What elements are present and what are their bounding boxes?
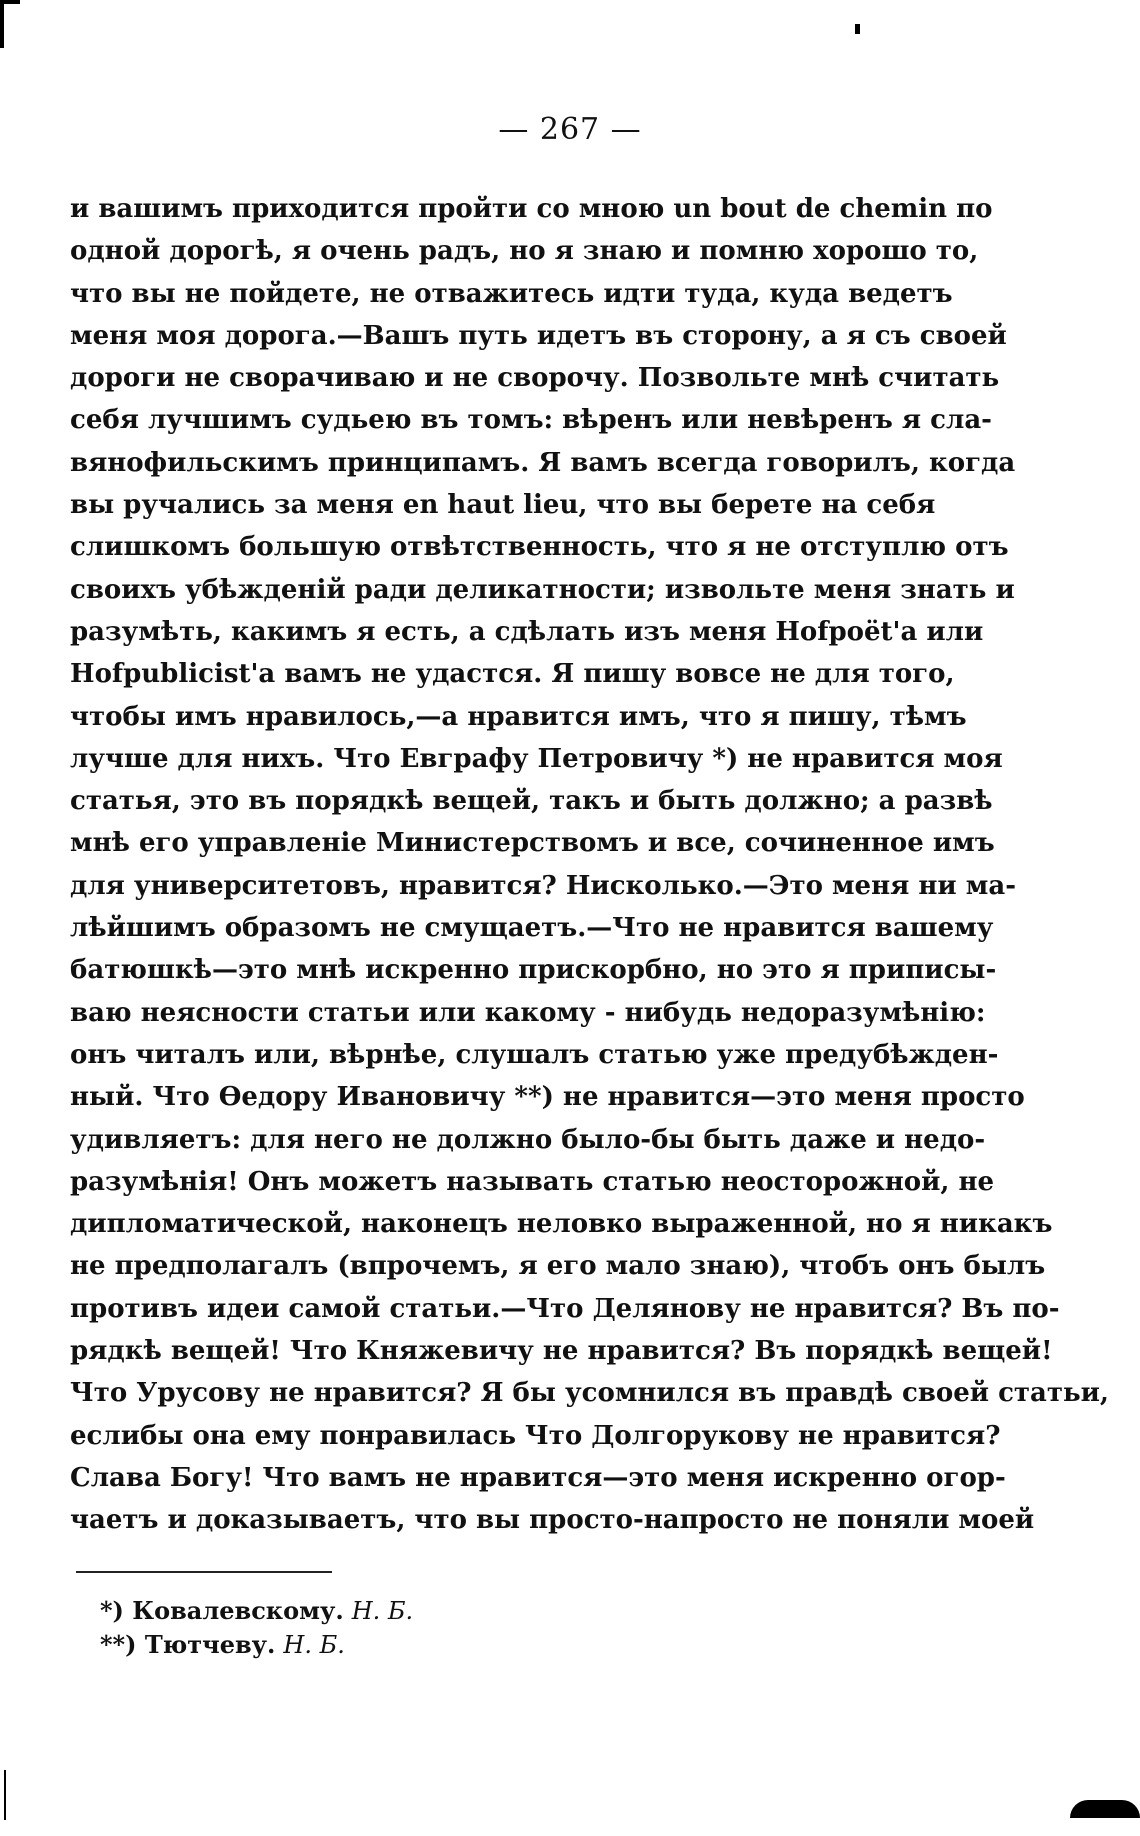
footnote bbox=[100, 1628, 700, 1662]
footnote-text: **) Тютчеву. bbox=[100, 1630, 276, 1659]
text-line: чтобы имъ нравилось,—а нравится имъ, что я пишу, тѣмъ bbox=[70, 701, 967, 732]
text-line: еслибы она ему понравилась Что Долгорукову не нравится? bbox=[70, 1420, 1001, 1451]
text-line: дипломатической, наконецъ неловко выраженной, но я никакъ bbox=[70, 1209, 1053, 1240]
text-line: статья, это въ порядкѣ вещей, такъ и быть должно; а развѣ bbox=[70, 786, 993, 817]
text-line: батюшкѣ—это мнѣ искренно прискорбно, но это я приписы- bbox=[70, 955, 997, 986]
text-line: своихъ убѣжденій ради деликатности; извольте меня знать и bbox=[70, 574, 1015, 605]
footnote-text: *) Ковалевскому. bbox=[100, 1596, 344, 1625]
text-line: что вы не пойдете, не отважитесь идти туда, куда ведетъ bbox=[70, 278, 953, 309]
footnote-separator bbox=[76, 1571, 332, 1573]
footnote-signature: Н. Б. bbox=[283, 1631, 345, 1659]
text-line: Что Урусову не нравится? Я бы усомнился въ правдѣ своей статьи, bbox=[70, 1378, 1109, 1409]
text-line: себя лучшимъ судьею въ томъ: вѣренъ или невѣренъ я сла- bbox=[70, 405, 992, 436]
scan-speck bbox=[855, 24, 860, 34]
text-line: не предполагалъ (впрочемъ, я его мало знаю), чтобъ онъ былъ bbox=[70, 1251, 1046, 1282]
text-line: онъ читалъ или, вѣрнѣе, слушалъ статью уже предубѣжден- bbox=[70, 1039, 999, 1070]
text-line: Слава Богу! Что вамъ не нравится—это меня искренно огор- bbox=[70, 1462, 1006, 1493]
text-line: разумѣть, какимъ я есть, а сдѣлать изъ меня Hofpoët'а или bbox=[70, 616, 984, 647]
footnote-signature: Н. Б. bbox=[351, 1597, 414, 1625]
text-line: дороги не сворачиваю и не сворочу. Позвольте мнѣ считать bbox=[70, 363, 1000, 394]
page-number: — 267 — bbox=[498, 112, 642, 147]
text-line: разумѣнія! Онъ можетъ называть статью неосторожной, не bbox=[70, 1166, 995, 1197]
scan-corner-blot bbox=[1070, 1800, 1140, 1818]
text-line: противъ идеи самой статьи.—Что Делянову не нравится? Въ по- bbox=[70, 1293, 1060, 1324]
scan-corner-mark bbox=[0, 0, 4, 48]
body-text bbox=[70, 188, 1109, 1542]
text-line: ваю неясности статьи или какому - нибудь недоразумѣнію: bbox=[70, 997, 986, 1028]
text-line: вянофильскимъ принципамъ. Я вамъ всегда говорилъ, когда bbox=[70, 447, 1016, 478]
text-line: удивляетъ: для него не должно было-бы быть даже и недо- bbox=[70, 1124, 986, 1155]
text-line: лѣйшимъ образомъ не смущаетъ.—Что не нравится вашему bbox=[70, 913, 994, 944]
text-line: рядкѣ вещей! Что Княжевичу не нравится? Въ порядкѣ вещей! bbox=[70, 1336, 1053, 1367]
text-line: мнѣ его управленіе Министерствомъ и все, сочиненное имъ bbox=[70, 828, 995, 859]
text-line: ный. Что Ѳедору Ивановичу **) не нравится—это меня просто bbox=[70, 1082, 1025, 1113]
text-line: вы ручались за меня en haut lieu, что вы берете на себя bbox=[70, 490, 936, 521]
text-line: чаетъ и доказываетъ, что вы просто-напросто не поняли моей bbox=[70, 1505, 1035, 1536]
footnotes bbox=[100, 1594, 700, 1662]
scan-edge-mark bbox=[4, 1770, 6, 1820]
text-line: для университетовъ, нравится? Нисколько.—Это меня ни ма- bbox=[70, 870, 1016, 901]
text-line: лучше для нихъ. Что Евграфу Петровичу *) не нравится моя bbox=[70, 743, 1003, 774]
text-line: Hofpublicist'а вамъ не удастся. Я пишу вовсе не для того, bbox=[70, 659, 955, 690]
text-line: слишкомъ большую отвѣтственность, что я не отступлю отъ bbox=[70, 532, 1009, 563]
text-line: одной дорогѣ, я очень радъ, но я знаю и помню хорошо то, bbox=[70, 236, 979, 267]
text-line: и вашимъ приходится пройти со мною un bout de chemin по bbox=[70, 194, 993, 224]
footnote bbox=[100, 1594, 700, 1628]
text-line: меня моя дорога.—Вашъ путь идетъ въ сторону, а я съ своей bbox=[70, 320, 1007, 351]
